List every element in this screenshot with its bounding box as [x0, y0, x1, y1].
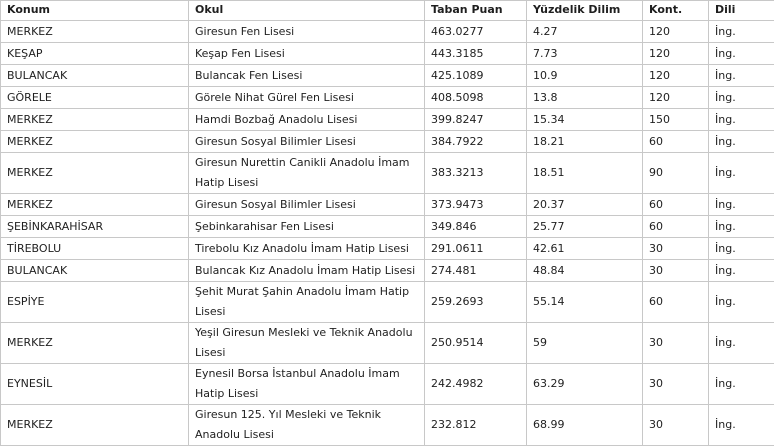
cell-konum: MERKEZ: [1, 109, 189, 131]
table-row: [1, 21, 774, 43]
cell-dili: İng.: [709, 405, 774, 446]
cell-yuzdelik-dilim: 42.61: [527, 238, 643, 260]
cell-okul: Bulancak Kız Anadolu İmam Hatip Lisesi: [189, 260, 425, 282]
table-row: [1, 109, 774, 131]
cell-kont: 60: [643, 282, 709, 323]
cell-kont: 120: [643, 87, 709, 109]
cell-yuzdelik-dilim: 10.9: [527, 65, 643, 87]
cell-dili: İng.: [709, 364, 774, 405]
cell-yuzdelik-dilim: 20.37: [527, 194, 643, 216]
cell-okul: Giresun Sosyal Bilimler Lisesi: [189, 131, 425, 153]
cell-taban-puan: 384.7922: [425, 131, 527, 153]
column-header-taban-puan: Taban Puan: [425, 1, 527, 21]
cell-konum: ŞEBİNKARAHİSAR: [1, 216, 189, 238]
cell-kont: 120: [643, 43, 709, 65]
cell-dili: İng.: [709, 216, 774, 238]
table-row: [1, 87, 774, 109]
cell-taban-puan: 443.3185: [425, 43, 527, 65]
cell-okul: Giresun Sosyal Bilimler Lisesi: [189, 194, 425, 216]
cell-taban-puan: 250.9514: [425, 323, 527, 364]
table-row: [1, 65, 774, 87]
cell-yuzdelik-dilim: 18.51: [527, 153, 643, 194]
cell-okul: Görele Nihat Gürel Fen Lisesi: [189, 87, 425, 109]
column-header-okul: Okul: [189, 1, 425, 21]
cell-taban-puan: 349.846: [425, 216, 527, 238]
cell-kont: 30: [643, 238, 709, 260]
cell-konum: MERKEZ: [1, 405, 189, 446]
cell-konum: MERKEZ: [1, 21, 189, 43]
table-row: [1, 282, 774, 323]
cell-yuzdelik-dilim: 15.34: [527, 109, 643, 131]
cell-kont: 90: [643, 153, 709, 194]
cell-taban-puan: 373.9473: [425, 194, 527, 216]
cell-taban-puan: 291.0611: [425, 238, 527, 260]
cell-yuzdelik-dilim: 48.84: [527, 260, 643, 282]
cell-yuzdelik-dilim: 63.29: [527, 364, 643, 405]
cell-kont: 30: [643, 260, 709, 282]
cell-dili: İng.: [709, 323, 774, 364]
cell-dili: İng.: [709, 131, 774, 153]
cell-dili: İng.: [709, 109, 774, 131]
table-row: [1, 216, 774, 238]
column-header-konum: Konum: [1, 1, 189, 21]
cell-okul: Eynesil Borsa İstanbul Anadolu İmam Hatip Lisesi: [189, 364, 425, 405]
table-row: [1, 194, 774, 216]
cell-okul: Hamdi Bozbağ Anadolu Lisesi: [189, 109, 425, 131]
cell-konum: MERKEZ: [1, 194, 189, 216]
cell-taban-puan: 399.8247: [425, 109, 527, 131]
column-header-dili: Dili: [709, 1, 774, 21]
cell-dili: İng.: [709, 43, 774, 65]
cell-kont: 30: [643, 364, 709, 405]
cell-kont: 120: [643, 21, 709, 43]
cell-taban-puan: 463.0277: [425, 21, 527, 43]
table-body: [1, 21, 774, 446]
cell-yuzdelik-dilim: 59: [527, 323, 643, 364]
column-header-kont: Kont.: [643, 1, 709, 21]
cell-dili: İng.: [709, 153, 774, 194]
table-row: [1, 131, 774, 153]
cell-konum: TİREBOLU: [1, 238, 189, 260]
cell-okul: Giresun Nurettin Canikli Anadolu İmam Hatip Lisesi: [189, 153, 425, 194]
cell-okul: Şebinkarahisar Fen Lisesi: [189, 216, 425, 238]
cell-kont: 60: [643, 216, 709, 238]
table-row: [1, 238, 774, 260]
cell-okul: Tirebolu Kız Anadolu İmam Hatip Lisesi: [189, 238, 425, 260]
header-row: [1, 1, 774, 21]
cell-kont: 30: [643, 323, 709, 364]
cell-dili: İng.: [709, 87, 774, 109]
cell-dili: İng.: [709, 260, 774, 282]
cell-yuzdelik-dilim: 25.77: [527, 216, 643, 238]
cell-konum: KEŞAP: [1, 43, 189, 65]
cell-konum: EYNESİL: [1, 364, 189, 405]
cell-taban-puan: 242.4982: [425, 364, 527, 405]
cell-okul: Şehit Murat Şahin Anadolu İmam Hatip Lisesi: [189, 282, 425, 323]
table-row: [1, 364, 774, 405]
cell-yuzdelik-dilim: 55.14: [527, 282, 643, 323]
cell-taban-puan: 232.812: [425, 405, 527, 446]
cell-taban-puan: 408.5098: [425, 87, 527, 109]
table-row: [1, 323, 774, 364]
cell-okul: Bulancak Fen Lisesi: [189, 65, 425, 87]
cell-taban-puan: 425.1089: [425, 65, 527, 87]
cell-dili: İng.: [709, 21, 774, 43]
cell-taban-puan: 383.3213: [425, 153, 527, 194]
cell-konum: BULANCAK: [1, 260, 189, 282]
cell-konum: MERKEZ: [1, 131, 189, 153]
cell-okul: Yeşil Giresun Mesleki ve Teknik Anadolu Lisesi: [189, 323, 425, 364]
table-row: [1, 260, 774, 282]
table-row: [1, 43, 774, 65]
cell-konum: BULANCAK: [1, 65, 189, 87]
cell-yuzdelik-dilim: 18.21: [527, 131, 643, 153]
cell-okul: Giresun Fen Lisesi: [189, 21, 425, 43]
cell-konum: MERKEZ: [1, 153, 189, 194]
cell-dili: İng.: [709, 282, 774, 323]
cell-dili: İng.: [709, 238, 774, 260]
cell-konum: GÖRELE: [1, 87, 189, 109]
cell-dili: İng.: [709, 194, 774, 216]
cell-okul: Keşap Fen Lisesi: [189, 43, 425, 65]
table-row: [1, 405, 774, 446]
cell-yuzdelik-dilim: 4.27: [527, 21, 643, 43]
cell-kont: 30: [643, 405, 709, 446]
cell-kont: 60: [643, 131, 709, 153]
cell-okul: Giresun 125. Yıl Mesleki ve Teknik Anadolu Lisesi: [189, 405, 425, 446]
cell-taban-puan: 259.2693: [425, 282, 527, 323]
cell-konum: MERKEZ: [1, 323, 189, 364]
cell-konum: ESPİYE: [1, 282, 189, 323]
cell-kont: 150: [643, 109, 709, 131]
column-header-yuzdelik-dilim: Yüzdelik Dilim: [527, 1, 643, 21]
cell-yuzdelik-dilim: 68.99: [527, 405, 643, 446]
cell-taban-puan: 274.481: [425, 260, 527, 282]
cell-kont: 120: [643, 65, 709, 87]
cell-yuzdelik-dilim: 7.73: [527, 43, 643, 65]
cell-kont: 60: [643, 194, 709, 216]
cell-yuzdelik-dilim: 13.8: [527, 87, 643, 109]
table-row: [1, 153, 774, 194]
cell-dili: İng.: [709, 65, 774, 87]
